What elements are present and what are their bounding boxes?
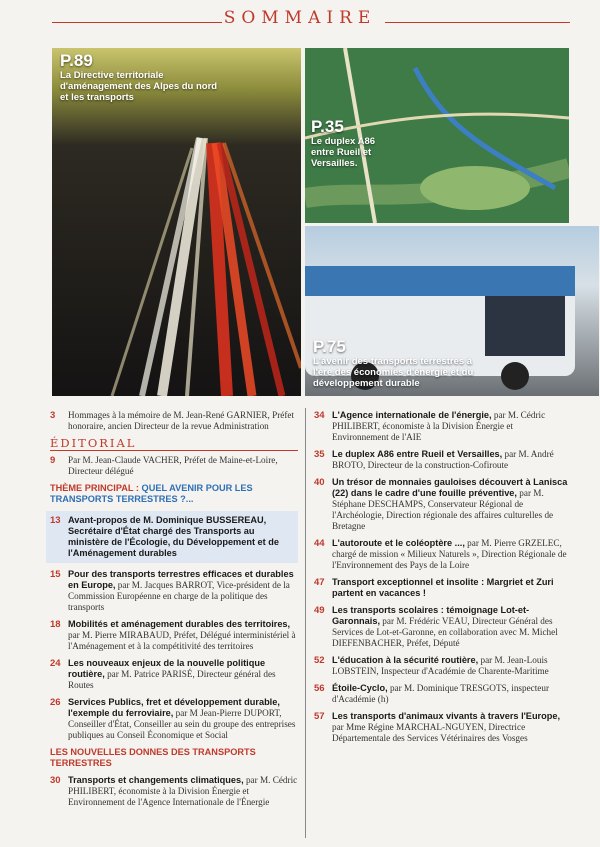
- photo-label-p89: P.89 La Directive territoriale d'aménagement des Alpes du nord et les transports: [60, 51, 218, 103]
- theme-highlight: QUEL AVENIR POUR LES TRANSPORTS TERRESTRES ?...: [50, 483, 253, 504]
- section-nouvelles-donnes: LES NOUVELLES DONNES DES TRANSPORTS TERRESTRES: [50, 747, 256, 768]
- entry-body: Par M. Jean-Claude VACHER, Préfet de Maine-et-Loire, Directeur délégué: [68, 455, 278, 476]
- photo-label-p75: P.75 L'avenir des transports terrestres à l'ère des économies d'énergie et du développement durable: [313, 337, 474, 389]
- header-rule-left: [52, 22, 222, 23]
- entry-title: L'autoroute et le coléoptère ...,: [332, 538, 465, 548]
- entry-body: par M Jean-Pierre DUPORT, Conseiller d'État, Conseiller au sein du groupe des entreprises publiques au Conseil Économique et Social: [68, 708, 296, 740]
- toc-entry-30[interactable]: [50, 775, 298, 808]
- page-number: 44: [314, 538, 325, 549]
- page-number: 26: [50, 697, 61, 708]
- entry-title: Le duplex A86 entre Rueil et Versailles,: [332, 449, 503, 459]
- page-header-title: SOMMAIRE: [223, 8, 377, 28]
- entry-title: Les transports d'animaux vivants à travers l'Europe,: [332, 711, 561, 721]
- toc-entry-49[interactable]: [314, 605, 569, 649]
- entry-body: par M. Jacques BARROT, Vice-président de la Commission Européenne en charge de la politique des transports: [68, 580, 290, 612]
- page-number: 57: [314, 711, 325, 722]
- toc-entry-57[interactable]: [314, 711, 569, 744]
- toc-entry-26[interactable]: [50, 697, 298, 741]
- page-number: 56: [314, 683, 325, 694]
- column-divider: [305, 408, 306, 838]
- entry-title: L'Agence internationale de l'énergie,: [332, 410, 492, 420]
- header-rule-right: [385, 22, 570, 23]
- entry-title: Services Publics, fret et développement durable, l'exemple du ferroviaire,: [68, 697, 280, 718]
- toc-entry-35[interactable]: [314, 449, 569, 471]
- entry-body: par Mme Régine MARCHAL-NGUYEN, Directrice Départementale des Services Vétérinaires des Vosges: [332, 722, 528, 743]
- entry-title: L'éducation à la sécurité routière,: [332, 655, 479, 665]
- entry-body: par M. Cédric PHILIBERT, économiste à la Division Énergie et Environnement de l'Agence Internationale de l'Énergie: [68, 775, 298, 807]
- entry-body: par M. Patrice PARISÉ, Directeur général des Routes: [68, 669, 276, 690]
- page-number: 9: [50, 455, 56, 466]
- page-number: 30: [50, 775, 61, 786]
- toc-entry-13[interactable]: [46, 511, 298, 563]
- toc-entry-40[interactable]: [314, 477, 569, 532]
- entry-body: par M. Pierre GRZELEC, chargé de mission « Milieux Naturels », Direction Régionale de l'Environnement des Pays de la Loire: [332, 538, 567, 570]
- entry-body: par M. Dominique TRESGOTS, inspecteur d'Académie (h): [332, 683, 550, 704]
- toc-entry-44[interactable]: [314, 538, 569, 571]
- theme-heading: [50, 483, 298, 505]
- toc-entry-18[interactable]: [50, 619, 298, 652]
- page-number: 15: [50, 569, 61, 580]
- page-number: 18: [50, 619, 61, 630]
- toc-entry-3[interactable]: [50, 410, 298, 432]
- toc-entry-56[interactable]: [314, 683, 569, 705]
- toc-entry-24[interactable]: [50, 658, 298, 691]
- entry-body: par M. Frédéric VEAU, Directeur Général des Services de Lot-et-Garonne, en collaboration avec M. Michel DIEFENBACHER, Préfet, Député: [332, 616, 558, 648]
- page-number: 3: [50, 410, 56, 421]
- page-number: 52: [314, 655, 325, 666]
- entry-title: Les nouveaux enjeux de la nouvelle politique routière,: [68, 658, 266, 679]
- entry-body: Hommages à la mémoire de M. Jean-René GARNIER, Préfet honoraire, ancien Directeur de la revue Administration: [68, 410, 295, 431]
- toc-entry-34[interactable]: [314, 410, 569, 443]
- entry-title: Pour des transports terrestres efficaces et durables en Europe,: [68, 569, 294, 590]
- section-editorial: ÉDITORIAL: [50, 438, 298, 451]
- highway-photo: [52, 48, 301, 396]
- toc-entry-52[interactable]: [314, 655, 569, 677]
- toc-entry-47[interactable]: [314, 577, 569, 599]
- entry-title: Étoile-Cyclo,: [332, 683, 388, 693]
- page-number: 35: [314, 449, 325, 460]
- entry-title: Transport exceptionnel et insolite : Margriet et Zuri partent en vacances !: [332, 577, 554, 598]
- entry-title: Les transports scolaires : témoignage Lot-et-Garonnais,: [332, 605, 530, 626]
- entry-title: Transports et changements climatiques,: [68, 775, 244, 785]
- toc-entry-15[interactable]: [50, 569, 298, 613]
- entry-body: par M. Pierre MIRABAUD, Préfet, Délégué interministériel à l'Aménagement et à la compétitivité des territoires: [68, 630, 296, 651]
- right-column: [314, 410, 569, 750]
- theme-prefix: THÈME PRINCIPAL :: [50, 483, 142, 493]
- page-number: 24: [50, 658, 61, 669]
- entry-body: par M. Cédric PHILIBERT, économiste à la Division Énergie et Environnement de l'AIE: [332, 410, 546, 442]
- bus-photo: [305, 226, 599, 396]
- entry-title: Un trésor de monnaies gauloises découvert à Lanisca (22) dans le cadre d'une fouille préventive,: [332, 477, 568, 498]
- page-number: 13: [50, 515, 61, 526]
- toc-entry-9[interactable]: [50, 455, 298, 477]
- entry-body: par M. Jean-Louis LOBSTEIN, Inspecteur d'Académie de Charente-Maritime: [332, 655, 549, 676]
- entry-body: par M. Stéphane DESCHAMPS, Conservateur Régional de l'Archéologie, Direction régionale des affaires culturelles de Bretagne: [332, 488, 554, 531]
- map-image: [305, 48, 569, 223]
- page-number: 34: [314, 410, 325, 421]
- entry-title: Mobilités et aménagement durables des territoires,: [68, 619, 291, 629]
- page-number: 40: [314, 477, 325, 488]
- page-number: 47: [314, 577, 325, 588]
- entry-title: Avant-propos de M. Dominique BUSSEREAU, Secrétaire d'État chargé des Transports au ministère de l'Écologie, du Développement et de l'Aménagement durables: [68, 515, 279, 558]
- photo-label-p35: P.35 Le duplex A86 entre Rueil et Versailles.: [311, 117, 376, 169]
- left-column: [50, 410, 298, 814]
- page-number: 49: [314, 605, 325, 616]
- entry-body: par M. André BROTO, Directeur de la construction-Cofiroute: [332, 449, 554, 470]
